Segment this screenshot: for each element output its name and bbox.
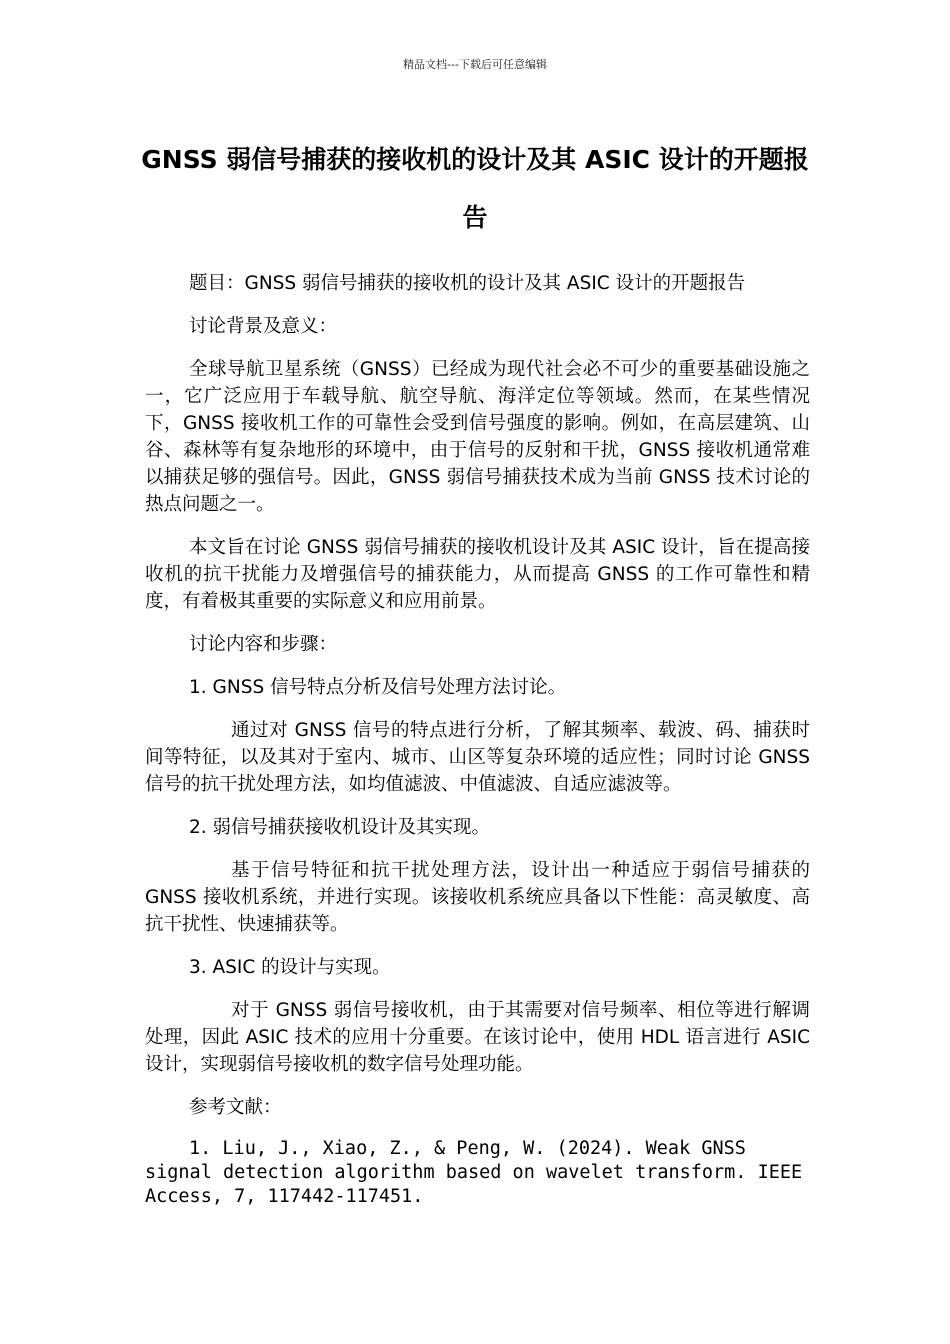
step-3-paragraph: 对于 GNSS 弱信号接收机，由于其需要对信号频率、相位等进行解调处理，因此 ASIC 技术的应用十分重要。在该讨论中，使用 HDL 语言进行 ASIC 设计，实现弱信号接收机的数字信号处理功能。 bbox=[145, 1000, 810, 1075]
step-2-paragraph: 基于信号特征和抗干扰处理方法，设计出一种适应于弱信号捕获的 GNSS 接收机系统，并进行实现。该接收机系统应具备以下性能：高灵敏度、高抗干扰性、快速捕获等。 bbox=[145, 860, 810, 935]
step-1-paragraph: 通过对 GNSS 信号的特点进行分析，了解其频率、载波、码、捕获时间等特征，以及其对于室内、城市、山区等复杂环境的适应性；同时讨论 GNSS 信号的抗干扰处理方法，如均值滤波、中值滤波、自适应滤波等。 bbox=[145, 720, 810, 795]
topic-line: 题目：GNSS 弱信号捕获的接收机的设计及其 ASIC 设计的开题报告 bbox=[189, 273, 746, 294]
header-note: 精品文档---下载后可任意编辑 bbox=[403, 58, 547, 71]
step-3-heading: 3. ASIC 的设计与实现。 bbox=[189, 957, 391, 978]
section-heading-references: 参考文献： bbox=[189, 1097, 282, 1118]
section-heading-background: 讨论背景及意义： bbox=[189, 316, 338, 337]
document-body bbox=[145, 270, 810, 1225]
step-1-heading: 1. GNSS 信号特点分析及信号处理方法讨论。 bbox=[189, 677, 567, 698]
document-title: GNSS 弱信号捕获的接收机的设计及其 ASIC 设计的开题报告 bbox=[141, 145, 809, 232]
purpose-paragraph: 本文旨在讨论 GNSS 弱信号捕获的接收机设计及其 ASIC 设计，旨在提高接收机的抗干扰能力及增强信号的捕获能力，从而提高 GNSS 的工作可靠性和精度，有着极其重要的实际意义和应用前景。 bbox=[145, 537, 810, 612]
step-2-heading: 2. 弱信号捕获接收机设计及其实现。 bbox=[189, 817, 491, 838]
background-paragraph: 全球导航卫星系统（GNSS）已经成为现代社会必不可少的重要基础设施之一，它广泛应用于车载导航、航空导航、海洋定位等领域。然而，在某些情况下，GNSS 接收机工作的可靠性会受到信号强度的影响。例如，在高层建筑、山谷、森林等有复杂地形的环境中，由于信号的反射和干扰，GNSS 接收机通常难以捕获足够的强信号。因此，GNSS 弱信号捕获技术成为当前 GNSS 技术讨论的热点问题之一。 bbox=[145, 359, 810, 515]
section-heading-content: 讨论内容和步骤： bbox=[189, 634, 338, 655]
reference-item: 1. Liu, J., Xiao, Z., & Peng, W. (2024). Weak GNSS signal detection algorithm based on wavelet transform. IEEE Access, 7, 117442-117451. bbox=[145, 1138, 803, 1207]
